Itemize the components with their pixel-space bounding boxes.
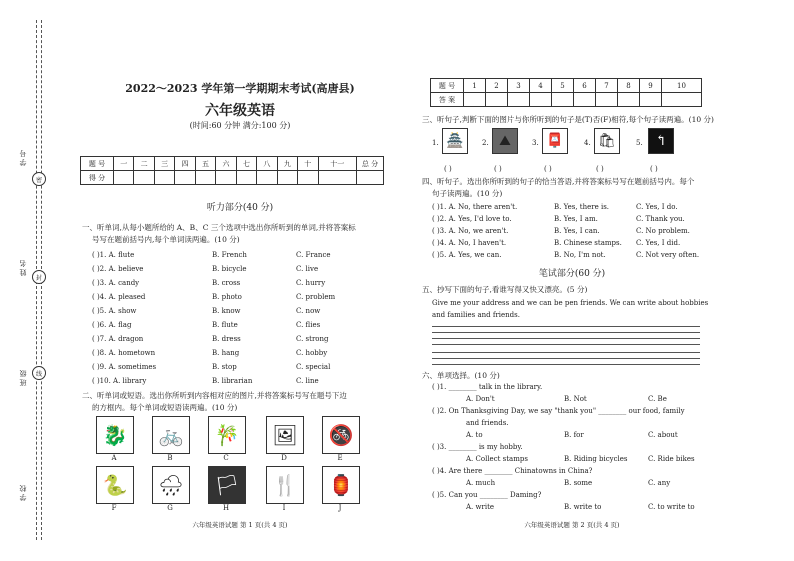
pic-label: E bbox=[337, 454, 343, 462]
rain-icon: 🌧 bbox=[152, 466, 190, 504]
school-label: 学 校 bbox=[19, 485, 27, 502]
q1-option-b: B. cross bbox=[212, 279, 241, 287]
exam-title: 2022～2023 学年第一学期期末考试(高唐县) bbox=[125, 82, 355, 95]
score-header-cell: 十一 bbox=[318, 157, 356, 171]
answer-row-label: 答 案 bbox=[431, 93, 464, 107]
q6-option-a: A. much bbox=[466, 479, 496, 487]
snake-icon: 🐍 bbox=[96, 466, 134, 504]
bamboo-icon: 🎋 bbox=[208, 416, 246, 454]
q3-instruction: 三、听句子,判断下面的图片与你所听到的句子是(T)否(F)相符,每个句子读两遍。(10 分) bbox=[422, 115, 714, 124]
q1-option-b: B. French bbox=[212, 251, 247, 259]
shopping-icon: 🛍 bbox=[594, 128, 620, 154]
writing-line[interactable] bbox=[432, 326, 700, 327]
score-cell[interactable] bbox=[277, 171, 297, 185]
q1-option-c: C. problem bbox=[296, 293, 336, 301]
answer-cell[interactable] bbox=[530, 93, 552, 107]
q2-instruction-line1: 二、听单词或短语。选出你所听到内容相对应的图片,并将答案标号写在题号下边 bbox=[82, 391, 347, 400]
answer-num: 10 bbox=[662, 79, 702, 93]
q1-option-b: B. flute bbox=[212, 321, 238, 329]
seal-mi: 密 bbox=[32, 172, 46, 186]
q1-option-b: B. photo bbox=[212, 293, 242, 301]
fork-knife-icon: 🍴 bbox=[266, 466, 304, 504]
q6-stem: ( )5. Can you ________ Daming? bbox=[432, 491, 542, 499]
written-section-heading: 笔试部分(60 分) bbox=[538, 269, 606, 279]
q4-option-b: B. No, I'm not. bbox=[554, 251, 606, 259]
q6-option-a: A. write bbox=[466, 503, 495, 511]
q1-option-a: ( )10. A. library bbox=[92, 377, 147, 385]
great-wall-icon: 🏯 bbox=[442, 128, 468, 154]
score-cell[interactable] bbox=[236, 171, 256, 185]
q1-option-b: B. hang bbox=[212, 349, 240, 357]
score-cell[interactable] bbox=[298, 171, 318, 185]
mountain-icon: ⛰ bbox=[492, 128, 518, 154]
q1-option-a: ( )5. A. show bbox=[92, 307, 137, 315]
answer-num: 2 bbox=[486, 79, 508, 93]
q6-option-b: B. Riding bicycles bbox=[564, 455, 628, 463]
writing-line[interactable] bbox=[432, 352, 700, 353]
no-cycling-icon: 🚳 bbox=[322, 416, 360, 454]
exam-subtitle: 六年级英语 bbox=[205, 103, 275, 119]
score-header-cell: 七 bbox=[236, 157, 256, 171]
score-header-cell: 五 bbox=[195, 157, 215, 171]
q1-option-c: C. strong bbox=[296, 335, 329, 343]
writing-line[interactable] bbox=[432, 332, 700, 333]
pic-label: B bbox=[167, 454, 173, 462]
q6-option-c: C. to write to bbox=[648, 503, 695, 511]
q4-option-a: ( )3. A. No, we aren't. bbox=[432, 227, 509, 235]
q4-option-a: ( )1. A. No, there aren't. bbox=[432, 203, 518, 211]
answer-cell[interactable] bbox=[618, 93, 640, 107]
q1-option-b: B. dress bbox=[212, 335, 241, 343]
q4-option-b: B. Yes, there is. bbox=[554, 203, 610, 211]
answer-cell[interactable] bbox=[574, 93, 596, 107]
q6-option-c: C. any bbox=[648, 479, 671, 487]
q6-option-a: A. Collect stamps bbox=[466, 455, 528, 463]
q4-option-c: C. Yes, I do. bbox=[636, 203, 678, 211]
q1-option-c: C. flies bbox=[296, 321, 321, 329]
score-cell[interactable] bbox=[134, 171, 154, 185]
q3-num: 2. bbox=[482, 139, 489, 147]
answer-num: 9 bbox=[640, 79, 662, 93]
q1-option-c: C. special bbox=[296, 363, 331, 371]
q1-option-c: C. hobby bbox=[296, 349, 328, 357]
time-info: (时间:60 分钟 满分:100 分) bbox=[189, 121, 291, 130]
listening-section-heading: 听力部分(40 分) bbox=[206, 203, 274, 213]
q4-instruction-line1: 四、听句子。选出你所听到的句子的恰当答语,并将答案标号写在题前括号内。每个 bbox=[422, 177, 695, 186]
student-name-label: 姓 名 bbox=[19, 260, 27, 277]
q6-option-b: B. Not bbox=[564, 395, 587, 403]
page2-footer: 六年级英语试题 第 2 页(共 4 页) bbox=[524, 521, 620, 529]
q1-option-c: C. now bbox=[296, 307, 321, 315]
score-cell[interactable] bbox=[154, 171, 174, 185]
q1-option-c: C. hurry bbox=[296, 279, 326, 287]
score-row-label: 得 分 bbox=[81, 171, 114, 185]
seal-feng: 封 bbox=[32, 270, 46, 284]
pic-label: C bbox=[223, 454, 229, 462]
q5-sentence-line2: and families and friends. bbox=[432, 311, 520, 319]
score-header-cell: 四 bbox=[175, 157, 195, 171]
q6-stem-cont: and friends. bbox=[466, 419, 509, 427]
seal-xian: 线 bbox=[32, 366, 46, 380]
score-header-cell: 二 bbox=[134, 157, 154, 171]
answer-cell[interactable] bbox=[552, 93, 574, 107]
score-header-cell: 六 bbox=[216, 157, 236, 171]
answer-num: 1 bbox=[464, 79, 486, 93]
score-cell[interactable] bbox=[175, 171, 195, 185]
q4-option-a: ( )5. A. Yes, we can. bbox=[432, 251, 502, 259]
flag-icon: 🏳 bbox=[208, 466, 246, 504]
answer-cell[interactable] bbox=[508, 93, 530, 107]
q1-option-a: ( )7. A. dragon bbox=[92, 335, 144, 343]
q6-option-c: C. about bbox=[648, 431, 678, 439]
q1-option-c: C. live bbox=[296, 265, 319, 273]
answer-num: 8 bbox=[618, 79, 640, 93]
q6-option-c: C. Ride bikes bbox=[648, 455, 695, 463]
q3-num: 4. bbox=[584, 139, 591, 147]
answer-cell[interactable] bbox=[596, 93, 618, 107]
q1-option-a: ( )9. A. sometimes bbox=[92, 363, 157, 371]
q6-instruction: 六、单项选择。(10 分) bbox=[422, 371, 500, 380]
score-header-cell: 一 bbox=[114, 157, 134, 171]
answer-num: 4 bbox=[530, 79, 552, 93]
pic-label: D bbox=[281, 454, 287, 462]
q6-option-b: B. for bbox=[564, 431, 584, 439]
q1-option-a: ( )8. A. hometown bbox=[92, 349, 156, 357]
pic-label: I bbox=[282, 504, 286, 512]
pic-label: F bbox=[111, 504, 117, 512]
q3-answer-bracket[interactable]: ( ) bbox=[444, 165, 452, 173]
answer-table bbox=[430, 78, 702, 107]
answer-cell[interactable] bbox=[464, 93, 486, 107]
q4-instruction-line2: 句子读两遍。(10 分) bbox=[432, 189, 503, 198]
q1-option-a: ( )3. A. candy bbox=[92, 279, 140, 287]
score-header-cell: 题 号 bbox=[81, 157, 114, 171]
q1-option-b: B. know bbox=[212, 307, 241, 315]
writing-line[interactable] bbox=[432, 358, 700, 359]
q5-instruction: 五、抄写下面的句子,看谁写得又快又漂亮。(5 分) bbox=[422, 285, 588, 294]
score-cell[interactable] bbox=[318, 171, 356, 185]
q6-option-b: B. some bbox=[564, 479, 593, 487]
q3-num: 3. bbox=[532, 139, 539, 147]
q3-num: 1. bbox=[432, 139, 439, 147]
score-table bbox=[80, 156, 384, 185]
q3-answer-bracket[interactable]: ( ) bbox=[494, 165, 502, 173]
q6-option-c: C. Be bbox=[648, 395, 667, 403]
q4-option-b: B. Chinese stamps. bbox=[554, 239, 622, 247]
page1-footer: 六年级英语试题 第 1 页(共 4 页) bbox=[192, 521, 288, 529]
q6-option-a: A. Don't bbox=[466, 395, 495, 403]
q6-option-a: A. to bbox=[466, 431, 483, 439]
score-cell[interactable] bbox=[357, 171, 384, 185]
turn-left-sign-icon: ↰ bbox=[648, 128, 674, 154]
q3-num: 5. bbox=[636, 139, 643, 147]
score-header-cell: 三 bbox=[154, 157, 174, 171]
score-cell[interactable] bbox=[257, 171, 277, 185]
q4-option-c: C. Yes, I did. bbox=[636, 239, 681, 247]
q1-option-b: B. stop bbox=[212, 363, 237, 371]
q1-instruction-line2: 号写在题前括号内,每个单词读两遍。(10 分) bbox=[92, 235, 240, 244]
pic-label: G bbox=[167, 504, 173, 512]
score-header-cell: 九 bbox=[277, 157, 297, 171]
q4-option-a: ( )2. A. Yes, I'd love to. bbox=[432, 215, 512, 223]
q1-option-c: C. line bbox=[296, 377, 319, 385]
answer-num: 6 bbox=[574, 79, 596, 93]
q5-sentence-line1: Give me your address and we can be pen friends. We can write about hobbies bbox=[432, 299, 709, 307]
writing-line[interactable] bbox=[432, 364, 700, 365]
q6-stem: ( )3. ________ is my hobby. bbox=[432, 443, 523, 451]
answer-cell[interactable] bbox=[640, 93, 662, 107]
student-id-label: 学 号 bbox=[19, 150, 27, 167]
score-header-cell: 八 bbox=[257, 157, 277, 171]
bicycle-icon: 🚲 bbox=[152, 416, 190, 454]
writing-line[interactable] bbox=[432, 338, 700, 339]
score-header-cell: 十 bbox=[298, 157, 318, 171]
answer-cell[interactable] bbox=[486, 93, 508, 107]
score-cell[interactable] bbox=[216, 171, 236, 185]
answer-cell[interactable] bbox=[662, 93, 702, 107]
answer-row-label: 题 号 bbox=[431, 79, 464, 93]
q1-option-a: ( )6. A. flag bbox=[92, 321, 132, 329]
lantern-icon: 🏮 bbox=[322, 466, 360, 504]
pic-label: H bbox=[222, 504, 230, 512]
q1-option-c: C. France bbox=[296, 251, 331, 259]
pic-label: J bbox=[338, 504, 342, 512]
score-cell[interactable] bbox=[114, 171, 134, 185]
answer-num: 3 bbox=[508, 79, 530, 93]
q3-answer-bracket[interactable]: ( ) bbox=[596, 165, 604, 173]
dragon-icon: 🐉 bbox=[96, 416, 134, 454]
q4-option-a: ( )4. A. No, I haven't. bbox=[432, 239, 507, 247]
q1-option-a: ( )1. A. flute bbox=[92, 251, 135, 259]
q4-option-c: C. No problem. bbox=[636, 227, 690, 235]
q1-option-a: ( )4. A. pleased bbox=[92, 293, 146, 301]
q4-option-c: C. Not very often. bbox=[636, 251, 700, 259]
q4-option-b: B. Yes, I can. bbox=[554, 227, 600, 235]
q1-option-b: B. bicycle bbox=[212, 265, 247, 273]
answer-num: 7 bbox=[596, 79, 618, 93]
score-cell[interactable] bbox=[195, 171, 215, 185]
pic-label: A bbox=[111, 454, 117, 462]
stamps-icon: 📮 bbox=[542, 128, 568, 154]
q2-instruction-line2: 的方框内。每个单词或短语读两遍。(10 分) bbox=[92, 403, 238, 412]
q4-option-c: C. Thank you. bbox=[636, 215, 685, 223]
score-header-cell: 总 分 bbox=[357, 157, 384, 171]
writing-line[interactable] bbox=[432, 344, 700, 345]
q6-stem: ( )2. On Thanksgiving Day, we say "thank you" ________ our food, family bbox=[432, 407, 685, 415]
q6-stem: ( )4. Are there ________ Chinatowns in China? bbox=[432, 467, 593, 475]
q3-answer-bracket[interactable]: ( ) bbox=[650, 165, 658, 173]
q6-option-b: B. write to bbox=[564, 503, 602, 511]
class-label: 班 级 bbox=[19, 370, 27, 387]
answer-num: 5 bbox=[552, 79, 574, 93]
q1-option-b: B. librarian bbox=[212, 377, 253, 385]
q4-option-b: B. Yes, I am. bbox=[554, 215, 598, 223]
q6-stem: ( )1. ________ talk in the library. bbox=[432, 383, 543, 391]
q1-option-a: ( )2. A. believe bbox=[92, 265, 144, 273]
stamp-icon: 🖼 bbox=[266, 416, 304, 454]
q1-instruction-line1: 一、听单词,从每小题所给的 A、B、C 三个选项中选出你所听到的单词,并将答案标 bbox=[82, 223, 356, 232]
q3-answer-bracket[interactable]: ( ) bbox=[544, 165, 552, 173]
